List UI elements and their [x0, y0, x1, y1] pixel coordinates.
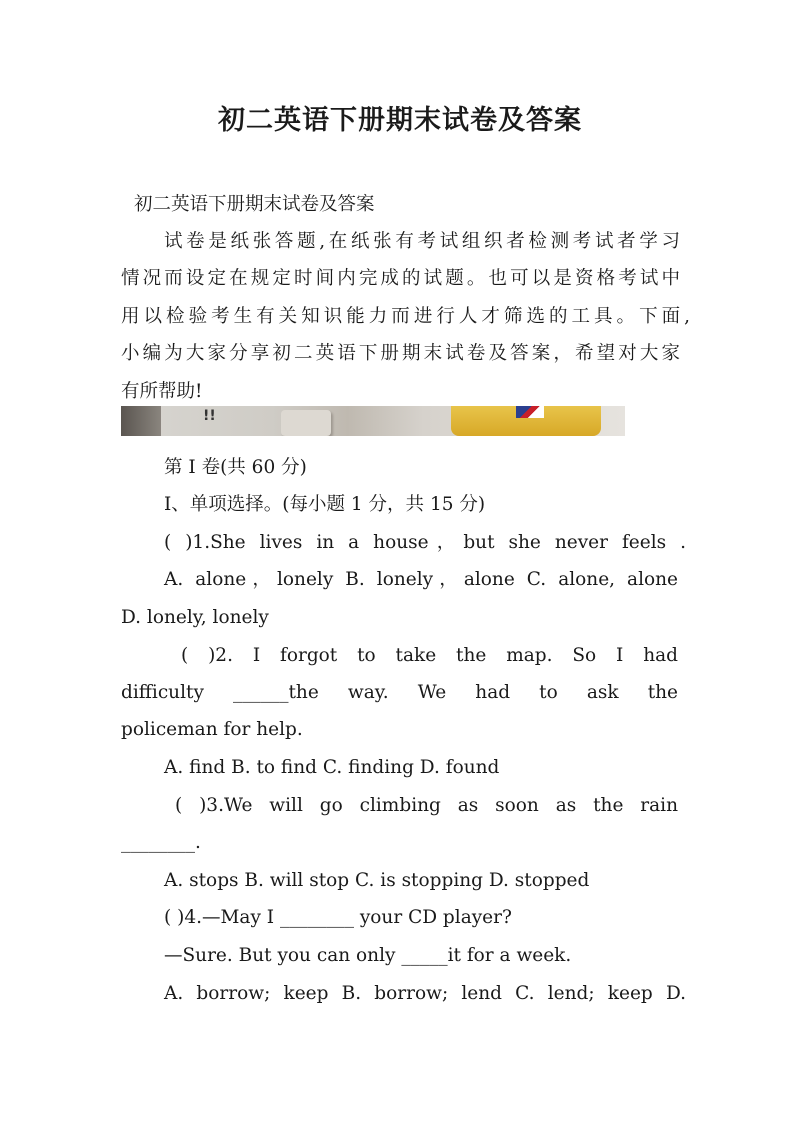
question-4-options: A. borrow; keep B. borrow; lend C. lend; keep D.: [164, 983, 686, 1004]
question-2-line-3: policeman for help.: [121, 719, 303, 740]
document-subtitle: 初二英语下册期末试卷及答案: [134, 194, 375, 215]
keyboard-banner-image: [121, 406, 625, 436]
question-2-line-1: ( )2. I forgot to take the map. So I had: [181, 645, 678, 666]
question-1-options: A. alone，lonely B. lonely，alone C. alone, alone: [164, 569, 678, 590]
question-1-options-cont: D. lonely, lonely: [121, 607, 269, 628]
banner-mark: !!: [203, 408, 216, 424]
union-flag-icon: [516, 406, 544, 418]
question-3-line-1: ( )3.We will go climbing as soon as the rain: [175, 795, 678, 816]
question-2-line-2: difficulty ______the way. We had to ask the: [121, 682, 678, 703]
question-4-line-2: —Sure. But you can only _____it for a week.: [164, 945, 572, 966]
document-title: 初二英语下册期末试卷及答案: [218, 105, 582, 136]
intro-line-2: 情况而设定在规定时间内完成的试题。也可以是资格考试中: [121, 268, 680, 289]
question-3-options: A. stops B. will stop C. is stopping D. stopped: [164, 870, 590, 891]
question-4-line-1: ( )4.—May I ________ your CD player?: [164, 907, 512, 928]
part-title: I、单项选择。(每小题 1 分，共 15 分): [164, 494, 486, 515]
question-2-options: A. find B. to find C. finding D. found: [164, 757, 500, 778]
question-1-stem: ( )1.She lives in a house，but she never feels .: [164, 532, 686, 553]
section-title: 第 I 卷(共 60 分): [164, 457, 307, 478]
intro-line-1: 试卷是纸张答题,在纸张有考试组织者检测考试者学习: [164, 231, 680, 252]
intro-line-3: 用以检验考生有关知识能力而进行人才筛选的工具。下面,: [121, 306, 690, 327]
intro-line-4: 小编为大家分享初二英语下册期末试卷及答案，希望对大家: [121, 343, 680, 364]
intro-line-5: 有所帮助!: [121, 381, 203, 402]
question-3-line-2: ________.: [121, 832, 201, 853]
